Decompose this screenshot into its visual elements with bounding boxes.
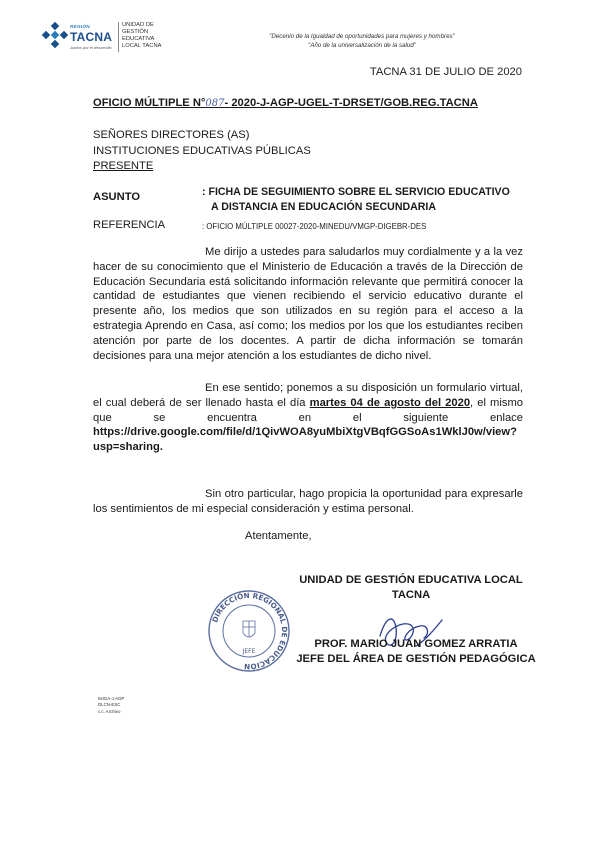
closing-text: Atentamente, xyxy=(245,530,312,542)
body-paragraph-1 xyxy=(93,245,523,363)
oficio-suffix: - 2020-J-AGP-UGEL-T-DRSET/GOB.REG.TACNA xyxy=(224,97,478,109)
signatory-unit-line-1: UNIDAD DE GESTIÓN EDUCATIVA LOCAL xyxy=(299,574,523,586)
signatory-name-block xyxy=(296,637,536,667)
addressee-line-1: SEÑORES DIRECTORES (AS) xyxy=(93,129,250,141)
unit-line: UNIDAD DE xyxy=(122,22,154,28)
reference-line: MJGA-J.AGP xyxy=(98,696,125,701)
header-divider xyxy=(118,22,119,52)
tacna-logo-icon xyxy=(42,22,68,48)
signatory-name: PROF. MARIO JUAN GOMEZ ARRATIA xyxy=(314,638,518,650)
unit-line: LOCAL TACNA xyxy=(122,43,162,49)
motto-line-1: "Decenio de la Igualdad de oportunidades para mujeres y hombres" xyxy=(269,33,455,40)
stamp-crest-icon xyxy=(243,621,255,637)
official-stamp-icon xyxy=(207,589,291,673)
paragraph-3-text: Sin otro particular, hago propicia la oportunidad para expresarle los sentimientos de mi especial consideración y estima personal. xyxy=(93,488,523,515)
unit-name-block xyxy=(122,22,162,50)
paragraph-1-text: Me dirijo a ustedes para saludarlos muy cordialmente y a la vez hacer de su conocimiento que el Ministerio de Educación a través de la Dirección de Educación Secundaria está solicitando información relevante que permitirá conocer la cantidad de estudiantes que vienen recibiendo el servicio educativo durante el presente año, los medios que son utilizados en su región para el acceso a la estrategia Aprendo en Casa, así como; los medios por los que los estudiantes reciben atención por parte de los docentes. A partir de dicha información se tomarán decisiones para una mejor atención a los estudiantes de dicho nivel. xyxy=(93,246,523,362)
signatory-unit xyxy=(296,573,526,603)
addressee-block xyxy=(93,128,311,175)
oficio-prefix: OFICIO MÚLTIPLE N° xyxy=(93,97,206,109)
asunto-line-1: : FICHA DE SEGUIMIENTO SOBRE EL SERVICIO EDUCATIVO xyxy=(202,186,510,198)
signatory-unit-line-2: TACNA xyxy=(391,589,431,601)
reference-line: DLCN-ESC xyxy=(98,702,121,708)
stamp-bottom-text: JEFE xyxy=(242,648,256,655)
stamp-outer-text: DIRECCIÓN REGIONAL DE EDUCACIÓN xyxy=(210,590,290,672)
addressee-line-2: INSTITUCIONES EDUCATIVAS PÚBLICAS xyxy=(93,144,311,157)
addressee-line-3: PRESENTE xyxy=(93,160,154,172)
referencia-value: : OFICIO MÚLTIPLE 00027-2020-MINEDU/VMGP-DIGEBR-DES xyxy=(202,222,427,231)
paragraph-2-start: En ese sentido; ponemos a su disposición un formulario virtual, el cual deberá de ser llenado hasta el día xyxy=(93,382,523,409)
oficio-handwritten-number: 087 xyxy=(205,98,225,109)
asunto-label: ASUNTO xyxy=(93,191,141,203)
body-paragraph-2 xyxy=(93,381,523,455)
motto-line-2: "Año de la universalización de la salud" xyxy=(308,42,416,49)
asunto-line-2: A DISTANCIA EN EDUCACIÓN SECUNDARIA xyxy=(211,201,437,213)
logo-name: TACNA xyxy=(70,30,113,44)
signatory-title: JEFE DEL ÁREA DE GESTIÓN PEDAGÓGICA xyxy=(296,653,536,665)
oficio-number xyxy=(93,97,533,109)
referencia-label: REFERENCIA xyxy=(93,219,166,231)
deadline-date: martes 04 de agosto del 2020 xyxy=(309,396,471,409)
header-motto xyxy=(232,32,492,50)
reference-initials xyxy=(98,696,124,715)
document-date: TACNA 31 DE JULIO DE 2020 xyxy=(369,66,522,78)
logo-region-label: REGIÓN xyxy=(70,24,90,29)
unit-line: GESTIÓN xyxy=(122,29,149,35)
reference-line: c.c. Archivo xyxy=(98,708,121,714)
logo-tagline: Juntos por el desarrollo xyxy=(70,45,112,50)
body-paragraph-3 xyxy=(93,487,523,517)
unit-line: EDUCATIVA xyxy=(122,36,155,42)
paragraph-2-mid: , el mismo que se encuentra en el siguiente enlace xyxy=(93,396,523,424)
form-link[interactable]: https://drive.google.com/file/d/1QivWOA8yuMbiXtgVBqfGGSoAs1WklJ0w/view?usp=sharing. xyxy=(93,426,517,454)
asunto-value xyxy=(202,185,522,215)
